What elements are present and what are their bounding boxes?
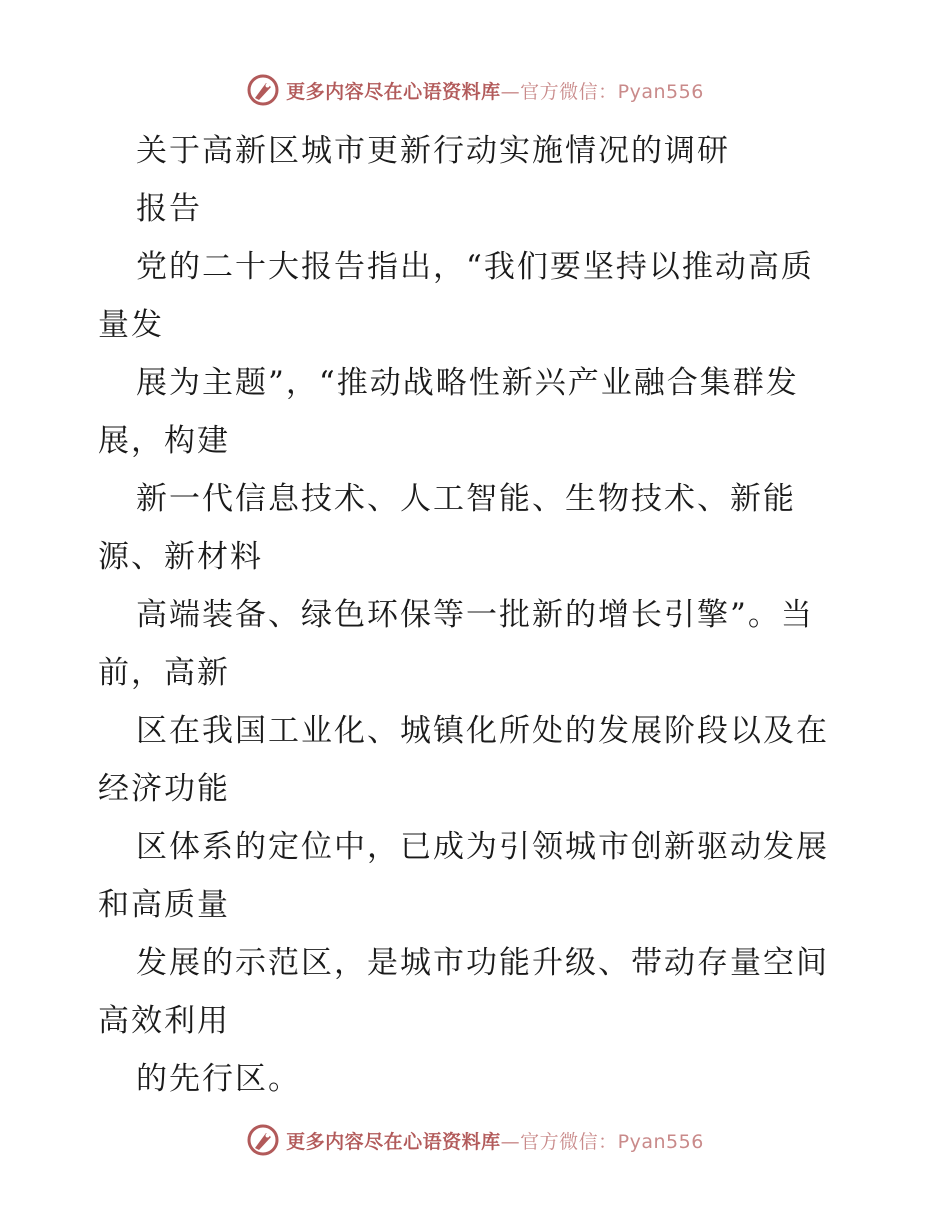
footer-banner-sep: — [500,1130,521,1153]
paragraph-line: 源、新材料 [98,539,263,575]
document-body [98,122,858,1108]
paragraph-line: 高端装备、绿色环保等一批新的增长引擎”。当 [136,597,814,633]
footer-banner-text [286,1127,704,1154]
footer-banner-rest: 官方微信：Pyan556 [520,1130,704,1153]
header-banner-sep: — [500,80,521,103]
pen-nib-circle-icon [246,1123,280,1157]
footer-banner-main: 更多内容尽在心语资料库 [286,1130,501,1153]
pen-nib-circle-icon [246,73,280,107]
paragraph-line: 经济功能 [98,771,230,807]
header-banner[interactable] [0,70,950,110]
header-banner-rest: 官方微信：Pyan556 [520,80,704,103]
paragraph-line: 新一代信息技术、人工智能、生物技术、新能 [136,481,796,517]
paragraph-line: 展，构建 [98,423,230,459]
paragraph-line: 前，高新 [98,655,230,691]
paragraph-line: 展为主题”，“推动战略性新兴产业融合集群发 [136,365,799,401]
paragraph-line: 高效利用 [98,1003,230,1039]
paragraph-line: 发展的示范区，是城市功能升级、带动存量空间 [136,945,829,981]
header-banner-main: 更多内容尽在心语资料库 [286,80,501,103]
paragraph-line: 和高质量 [98,887,230,923]
paragraph-line: 量发 [98,307,164,343]
title-line-2: 报告 [136,191,202,227]
header-banner-text [286,77,704,104]
paragraph-line: 党的二十大报告指出，“我们要坚持以推动高质 [136,249,814,285]
paragraph-line: 的先行区。 [136,1061,301,1097]
paragraph-line: 区在我国工业化、城镇化所处的发展阶段以及在 [136,713,829,749]
paragraph-line: 区体系的定位中，已成为引领城市创新驱动发展 [136,829,829,865]
title-line-1: 关于高新区城市更新行动实施情况的调研 [136,133,730,169]
footer-banner[interactable] [0,1120,950,1160]
